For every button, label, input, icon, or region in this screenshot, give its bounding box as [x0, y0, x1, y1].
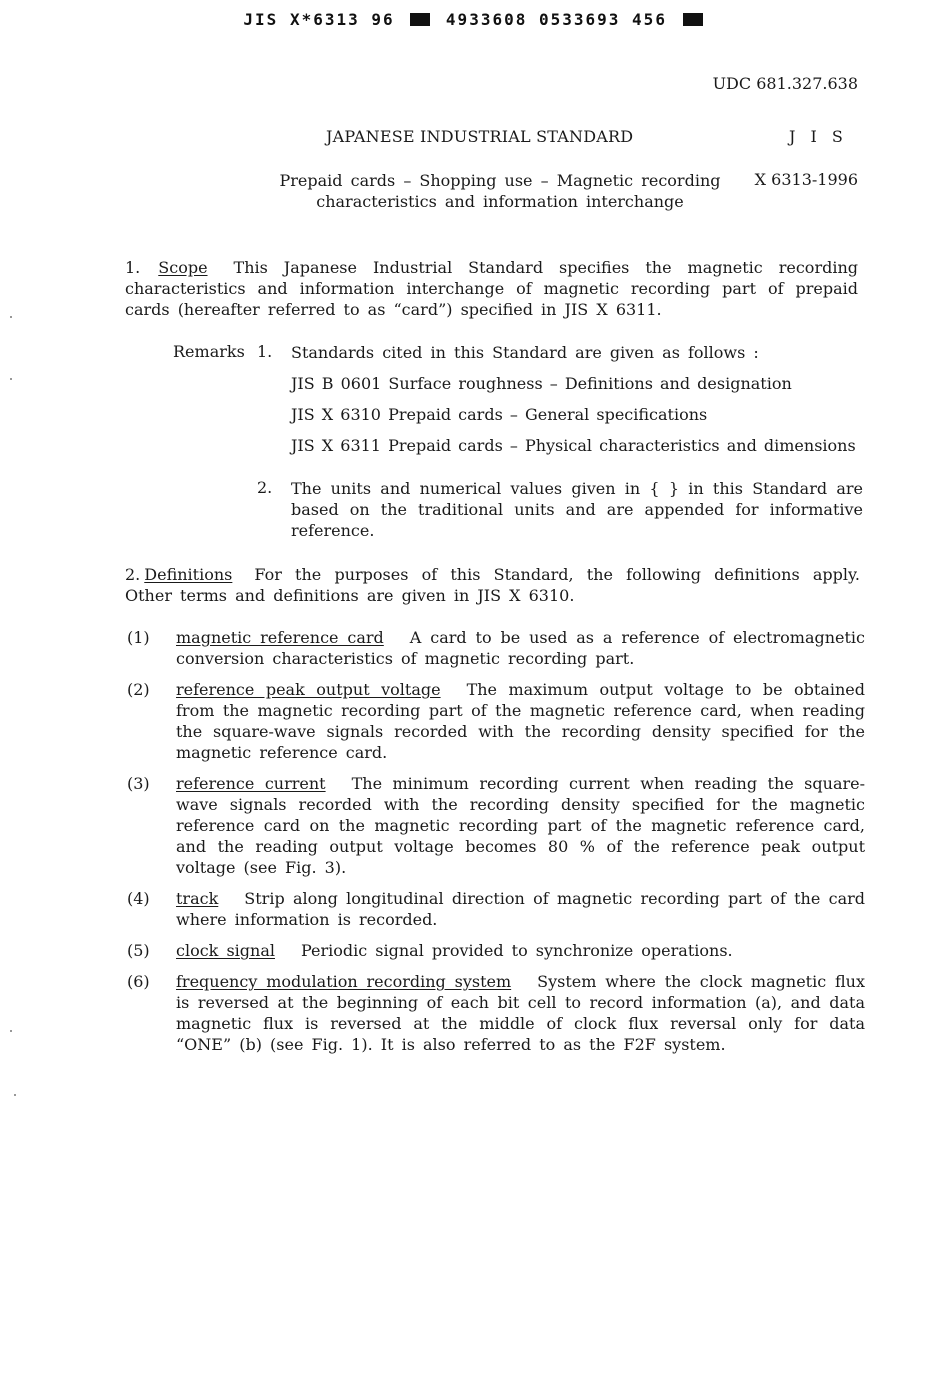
section-number: 1.	[125, 258, 141, 277]
subtitle-line: characteristics and information interchange	[316, 192, 684, 211]
remark-text: Standards cited in this Standard are given as follows :	[291, 343, 759, 362]
definition-item	[125, 888, 865, 930]
document-subtitle	[260, 170, 740, 212]
remark-number: 1.	[257, 342, 273, 361]
barcode-block	[683, 13, 703, 26]
standard-number: X 6313-1996	[754, 170, 858, 189]
definition-text: The maximum output voltage to be obtained from the magnetic recording part of the magnetic reference card, when reading the square-wave signals recorded with the recording density specified for the magnetic reference card.	[176, 680, 865, 762]
definition-text: Strip along longitudinal direction of magnetic recording part of the card where information is recorded.	[176, 889, 865, 929]
definition-item	[125, 971, 865, 1055]
defined-term: clock signal	[176, 941, 275, 960]
remarks-label: Remarks	[173, 342, 245, 361]
standard-title: JAPANESE INDUSTRIAL STANDARD	[326, 127, 634, 146]
defined-term: reference current	[176, 774, 326, 793]
defined-term: magnetic reference card	[176, 628, 384, 647]
cited-standard: JIS B 0601 Surface roughness – Definitions and designation	[291, 374, 792, 393]
definition-text: System where the clock magnetic flux is reversed at the beginning of each bit cell to record information (a), and data magnetic flux is reversed at the middle of clock flux reversal only for data “ONE” (b) (see Fig. 1). It is also referred to as the F2F system.	[176, 972, 865, 1054]
cited-standard: JIS X 6310 Prepaid cards – General specifications	[291, 405, 708, 424]
defined-term: reference peak output voltage	[176, 680, 441, 699]
item-number: (6)	[127, 972, 150, 991]
subtitle-line: Prepaid cards – Shopping use – Magnetic recording	[279, 171, 721, 190]
remarks-block	[173, 342, 863, 541]
definitions-list	[125, 627, 865, 1065]
definitions-section	[125, 564, 860, 606]
item-number: (2)	[127, 680, 150, 699]
scan-speck	[14, 1094, 16, 1096]
jis-mark: J I S	[789, 127, 848, 146]
udc-code: UDC 681.327.638	[712, 74, 858, 93]
definition-text: A card to be used as a reference of electromagnetic conversion characteristics of magnetic recording part.	[176, 628, 866, 668]
defined-term: frequency modulation recording system	[176, 972, 512, 991]
scan-speck	[10, 1030, 12, 1032]
scope-section	[125, 257, 858, 320]
section-heading: Definitions	[144, 565, 233, 584]
barcode-text-b: 4933608 0533693 456	[445, 10, 667, 29]
section-text: For the purposes of this Standard, the following definitions apply. Other terms and definitions are given in JIS X 6310.	[125, 565, 860, 605]
remark-text: The units and numerical values given in { } in this Standard are based on the traditional units and are appended for informative reference.	[291, 479, 863, 540]
barcode-text-a: JIS X*6313 96	[243, 10, 395, 29]
item-number: (5)	[127, 941, 150, 960]
item-number: (1)	[127, 628, 150, 647]
defined-term: track	[176, 889, 219, 908]
item-number: (4)	[127, 889, 150, 908]
definition-text: Periodic signal provided to synchronize operations.	[300, 941, 733, 960]
definition-text: The minimum recording current when reading the square-wave signals recorded with the recording density specified for the magnetic reference card on the magnetic recording part of the magnetic reference card, and the reading output voltage becomes 80 % of the reference peak output voltage (see Fig. 3).	[176, 774, 866, 877]
remark-1	[173, 342, 863, 363]
scan-speck	[10, 316, 12, 318]
remark-number: 2.	[257, 478, 273, 497]
item-number: (3)	[127, 774, 150, 793]
definition-item	[125, 773, 865, 878]
barcode-header	[0, 10, 950, 29]
scan-speck	[10, 378, 12, 380]
definition-item	[125, 679, 865, 763]
section-text: This Japanese Industrial Standard specifies the magnetic recording characteristics and information interchange of magnetic recording part of prepaid cards (hereafter referred to as “card”) specified in JIS X 6311.	[125, 258, 858, 319]
definition-item	[125, 627, 865, 669]
cited-standard: JIS X 6311 Prepaid cards – Physical characteristics and dimensions	[291, 436, 856, 455]
section-heading: Scope	[158, 258, 208, 277]
barcode-block	[410, 13, 430, 26]
remark-2	[173, 478, 863, 541]
definition-item	[125, 940, 865, 961]
section-number: 2.	[125, 565, 141, 584]
